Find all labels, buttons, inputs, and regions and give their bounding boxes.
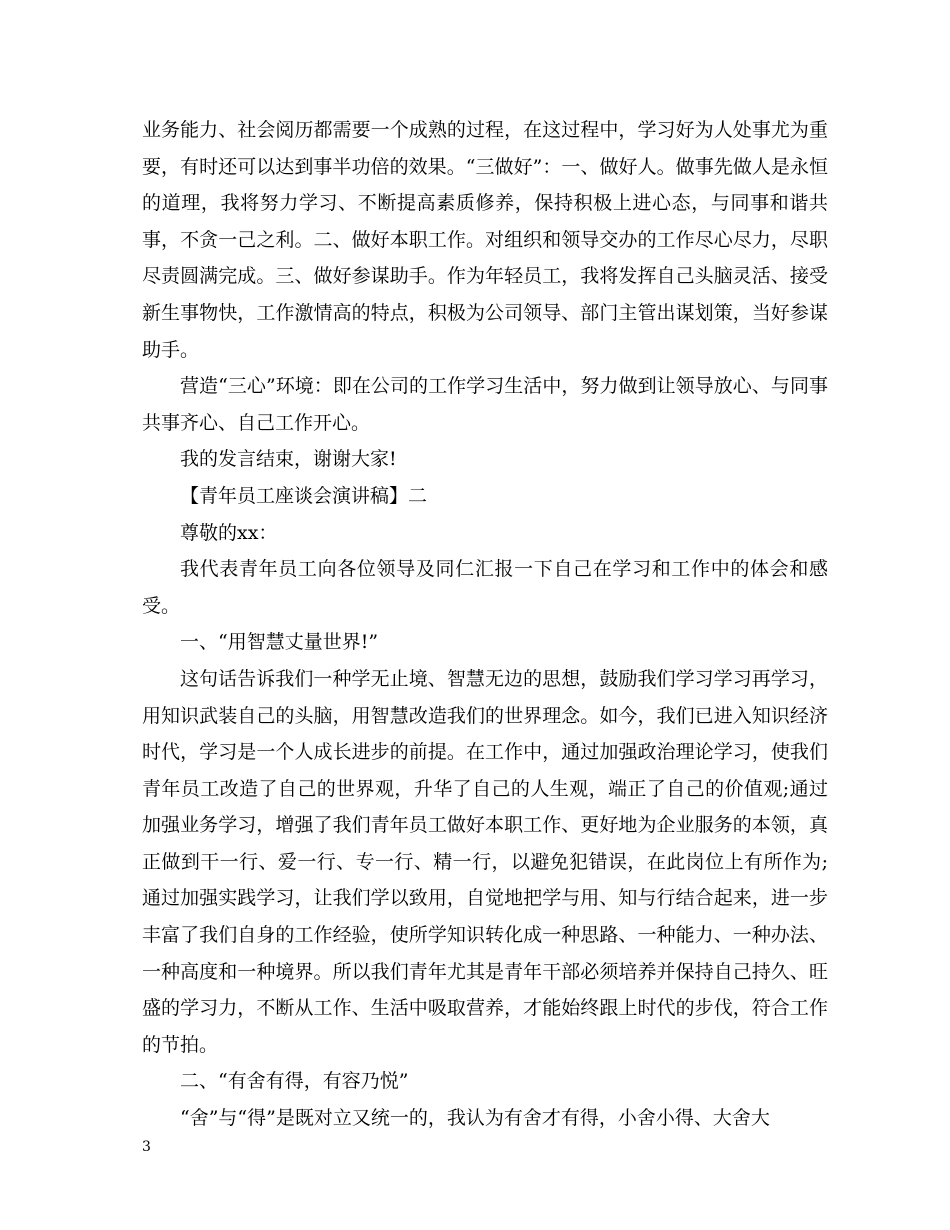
paragraph-2: 营造“三心”环境：即在公司的工作学习生活中，努力做到让领导放心、与同事共事齐心、自己工作开心。 (142, 375, 828, 434)
paragraph-6: 我代表青年员工向各位领导及同仁汇报一下自己在学习和工作中的体会和感受。 (142, 558, 828, 617)
subheading-2: 二、“有舍有得，有容乃悦” (180, 1070, 409, 1093)
document-page (142, 112, 828, 1137)
paragraph-1: 业务能力、社会阅历都需要一个成熟的过程，在这过程中，学习好为人处事尤为重要，有时还可以达到事半功倍的效果。“三做好”：一、做好人。做事先做人是永恒的道理，我将努力学习、不断提高素质修养，保持积极上进心态，与同事和谐共事，不贪一己之利。二、做好本职工作。对组织和领导交办的工作尽心尽力，尽职尽责圆满完成。三、做好参谋助手。作为年轻员工，我将发挥自己头脑灵活、接受新生事物快，工作激情高的特点，积极为公司领导、部门主管出谋划策，当好参谋助手。 (142, 119, 828, 361)
paragraph-10: “舍”与“得”是既对立又统一的，我认为有舍才有得，小舍小得、大舍大 (180, 1107, 770, 1130)
section-heading: 【青年员工座谈会演讲稿】二 (180, 484, 428, 507)
page-number: 3 (142, 1139, 151, 1155)
subheading-1: 一、“用智慧丈量世界!” (180, 631, 379, 654)
paragraph-8: 这句话告诉我们一种学无止境、智慧无边的思想，鼓励我们学习学习再学习，用知识武装自己的头脑，用智慧改造我们的世界理念。如今，我们已进入知识经济时代，学习是一个人成长进步的前提。在工作中，通过加强政治理论学习，使我们青年员工改造了自己的世界观，升华了自己的人生观，端正了自己的价值观;通过加强业务学习，增强了我们青年员工做好本职工作、更好地为企业服务的本领，真正做到干一行、爱一行、专一行、精一行，以避免犯错误，在此岗位上有所作为;通过加强实践学习，让我们学以致用，自觉地把学与用、知与行结合起来，进一步丰富了我们自身的工作经验，使所学知识转化成一种思路、一种能力、一种办法、一种高度和一种境界。所以我们青年尤其是青年干部必须培养并保持自己持久、旺盛的学习力，不断从工作、生活中吸取营养，才能始终跟上时代的步伐，符合工作的节拍。 (142, 667, 828, 1056)
salutation: 尊敬的xx： (180, 521, 278, 544)
paragraph-3: 我的发言结束，谢谢大家! (180, 448, 397, 471)
